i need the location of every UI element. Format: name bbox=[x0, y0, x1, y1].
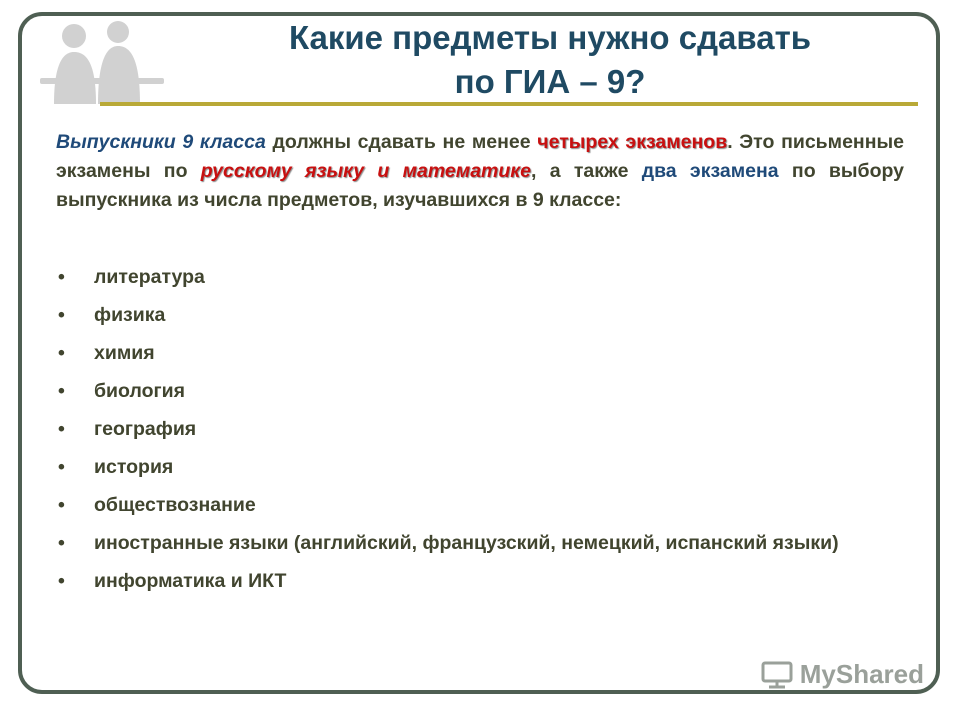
bullet-icon: • bbox=[58, 342, 65, 364]
intro-russian-math: русскому языку и математике bbox=[200, 160, 532, 182]
intro-text-3: , а также bbox=[531, 160, 642, 182]
slide-title bbox=[170, 16, 930, 104]
subject-label: иностранные языки (английский, французский, немецкий, испанский языки) bbox=[94, 532, 839, 554]
intro-text-2: . Это письменные экзамены по bbox=[56, 131, 904, 182]
subject-label: биология bbox=[94, 380, 185, 402]
title-line-2: по ГИА – 9? bbox=[454, 63, 646, 100]
bullet-icon: • bbox=[58, 304, 65, 326]
intro-text-1: должны сдавать не менее bbox=[265, 131, 538, 153]
bullet-icon: • bbox=[58, 266, 65, 288]
subject-label: литература bbox=[94, 266, 205, 288]
watermark-logo bbox=[760, 654, 924, 694]
intro-two-exams: два экзамена bbox=[641, 160, 779, 182]
intro-paragraph bbox=[56, 128, 904, 215]
intro-text-4: по выбору выпускника из числа предметов, изучавшихся в 9 классе: bbox=[56, 160, 904, 211]
presentation-board-icon bbox=[760, 659, 794, 689]
subjects-list bbox=[56, 264, 904, 606]
list-item bbox=[56, 340, 904, 367]
subject-label: физика bbox=[94, 304, 166, 326]
list-item bbox=[56, 378, 904, 405]
subject-label: химия bbox=[94, 342, 155, 364]
list-item bbox=[56, 454, 904, 481]
subject-label: история bbox=[94, 456, 174, 478]
title-underline bbox=[100, 102, 918, 106]
intro-four-exams: четырех экзаменов bbox=[537, 131, 728, 153]
list-item bbox=[56, 416, 904, 443]
people-silhouette-icon bbox=[36, 16, 166, 106]
intro-graduates: Выпускники 9 класса bbox=[56, 131, 266, 153]
bullet-icon: • bbox=[58, 456, 65, 478]
list-item bbox=[56, 302, 904, 329]
list-item bbox=[56, 568, 904, 595]
list-item bbox=[56, 492, 904, 519]
bullet-icon: • bbox=[58, 532, 65, 554]
subject-label: информатика и ИКТ bbox=[94, 570, 287, 592]
subject-label: география bbox=[94, 418, 197, 440]
subject-label: обществознание bbox=[94, 494, 256, 516]
bullet-icon: • bbox=[58, 570, 65, 592]
list-item bbox=[56, 264, 904, 291]
title-line-1: Какие предметы нужно сдавать bbox=[288, 19, 812, 56]
bullet-icon: • bbox=[58, 494, 65, 516]
watermark-text: MyShared bbox=[799, 658, 924, 689]
bullet-icon: • bbox=[58, 380, 65, 402]
list-item bbox=[56, 530, 904, 557]
bullet-icon: • bbox=[58, 418, 65, 440]
